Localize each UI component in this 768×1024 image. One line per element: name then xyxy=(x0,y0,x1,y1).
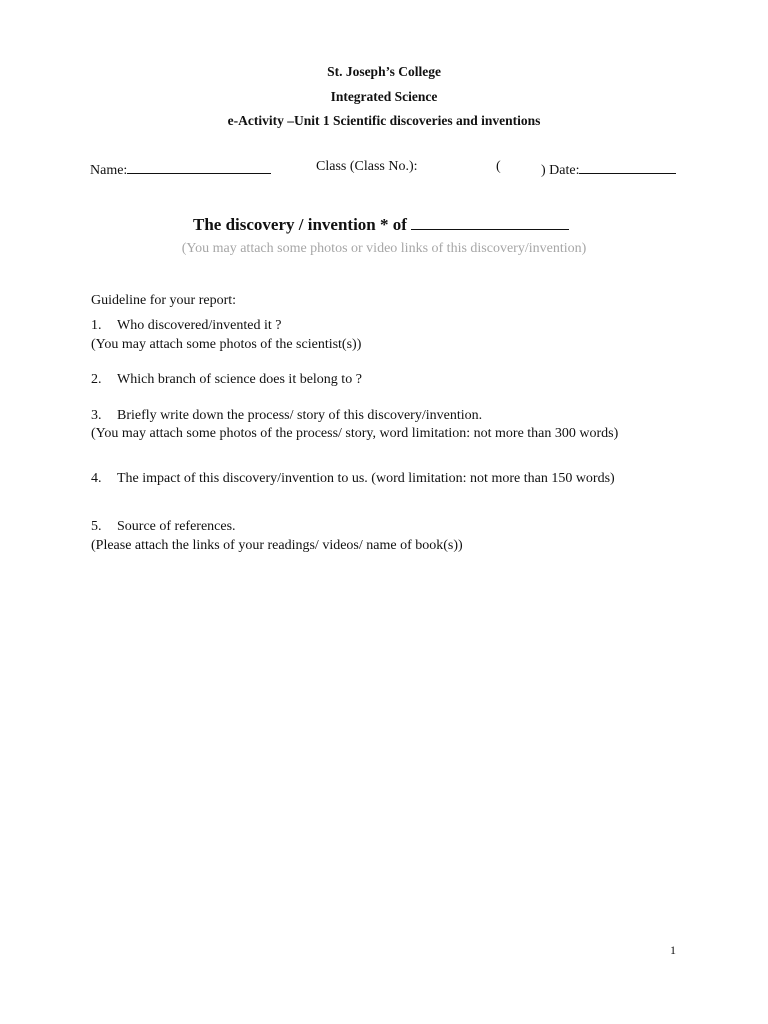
discovery-heading-text: The discovery / invention * of xyxy=(193,215,407,234)
guideline-note-5: (Please attach the links of your readings/ videos/ name of book(s)) xyxy=(91,538,463,553)
guideline-note-1: (You may attach some photos of the scientist(s)) xyxy=(91,337,362,352)
school-name: St. Joseph’s College xyxy=(327,64,441,79)
item-number: 3. xyxy=(91,408,102,423)
item-text: Briefly write down the process/ story of this discovery/invention. xyxy=(117,408,483,423)
date-field xyxy=(541,159,676,179)
student-info-row xyxy=(0,159,768,181)
guideline-item-4 xyxy=(91,471,615,487)
name-blank xyxy=(127,159,271,174)
guideline-item-2 xyxy=(91,372,362,388)
guideline-intro: Guideline for your report: xyxy=(91,293,237,308)
discovery-subtitle: (You may attach some photos or video links of this discovery/invention) xyxy=(181,241,587,256)
name-field xyxy=(90,159,271,179)
item-text: Which branch of science does it belong to ? xyxy=(117,372,362,387)
item-number: 5. xyxy=(91,519,102,534)
item-text: Who discovered/invented it ? xyxy=(117,318,282,333)
item-number: 2. xyxy=(91,372,102,387)
discovery-heading xyxy=(193,213,569,235)
class-number-paren: ( xyxy=(496,159,501,174)
discovery-blank xyxy=(411,213,569,230)
page-number: 1 xyxy=(670,943,676,957)
guideline-item-1 xyxy=(91,318,281,334)
date-blank xyxy=(579,159,676,174)
class-label: Class (Class No.): xyxy=(316,159,418,174)
date-label: ) Date: xyxy=(541,163,580,178)
item-text: The impact of this discovery/invention to us. (word limitation: not more than 150 words) xyxy=(117,471,615,486)
guideline-note-3: (You may attach some photos of the process/ story, word limitation: not more than 300 words) xyxy=(91,426,619,441)
item-number: 1. xyxy=(91,318,102,333)
guideline-item-3 xyxy=(91,408,482,424)
item-number: 4. xyxy=(91,471,102,486)
subject-title: Integrated Science xyxy=(330,89,438,104)
guideline-item-5 xyxy=(91,519,236,535)
item-text: Source of references. xyxy=(117,519,236,534)
name-label: Name: xyxy=(90,163,128,178)
activity-title: e-Activity –Unit 1 Scientific discoveries and inventions xyxy=(227,113,541,128)
